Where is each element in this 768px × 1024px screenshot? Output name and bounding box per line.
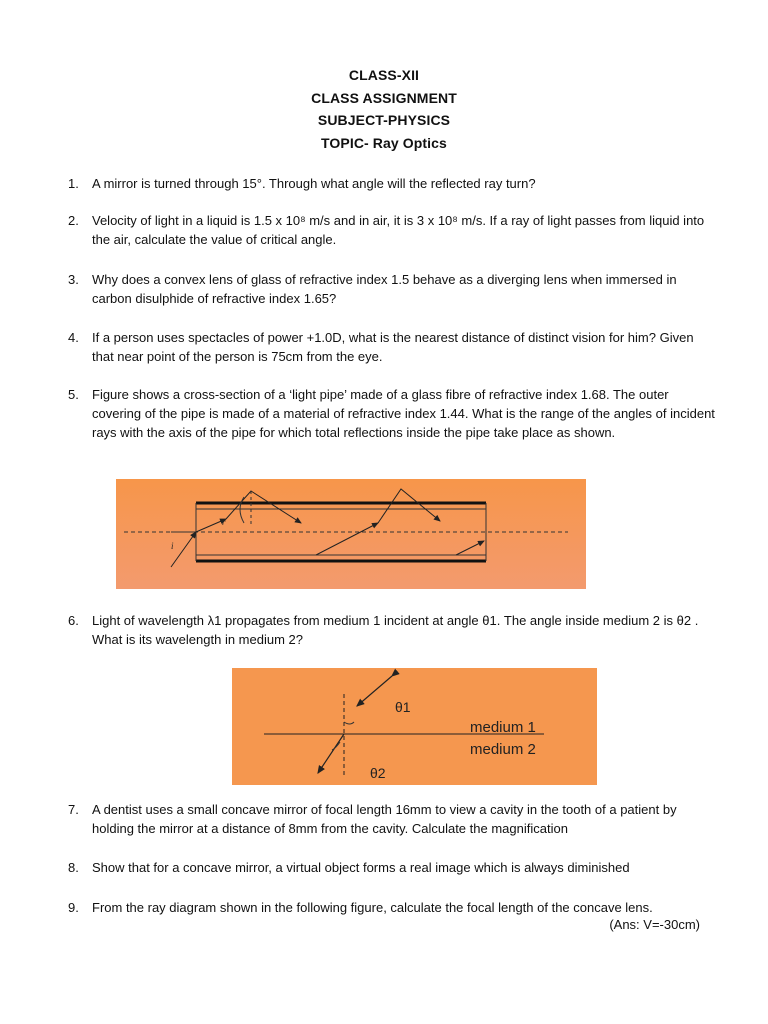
angle-r-label: r (222, 517, 226, 527)
refraction-figure (232, 668, 597, 785)
medium2-label: medium 2 (470, 741, 536, 758)
question-text: A dentist uses a small concave mirror of focal length 16mm to view a cavity in the tooth of a patient by holding the mirror at a distance of 8mm from the cavity. Calculate the magnification (92, 802, 677, 836)
question-number: 3. (68, 272, 79, 287)
assignment-header (0, 64, 768, 154)
question-text: Light of wavelength λ1 propagates from medium 1 incident at angle θ1. The angle inside medium 2 is θ2 . What is its wavelength in medium 2? (92, 613, 699, 647)
question-2 (68, 211, 716, 249)
light-pipe-figure (116, 479, 586, 589)
figure-background (232, 668, 597, 785)
question-text: Figure shows a cross-section of a ‘light pipe’ made of a glass fibre of refractive index 1.68. The outer covering of the pipe is made of a material of refractive index 1.44. What is the range of the angles of incident rays with the axis of the pipe for which total reflections inside the pipe take place as shown. (92, 387, 715, 440)
question-text: If a person uses spectacles of power +1.0D, what is the nearest distance of distinct vision for him? Given that near point of the person is 75cm from the eye. (92, 330, 694, 364)
question-text: A mirror is turned through 15°. Through what angle will the reflected ray turn? (92, 176, 536, 191)
class-title: CLASS-XII (348, 67, 420, 83)
theta1-label: θ1 (395, 699, 411, 715)
question-5 (68, 385, 716, 442)
question-number: 9. (68, 900, 79, 915)
figure-background (116, 479, 586, 589)
question-3 (68, 270, 716, 308)
question-9 (68, 898, 716, 917)
question-number: 2. (68, 213, 79, 228)
topic-title: TOPIC- Ray Optics (321, 134, 447, 151)
question-text: Velocity of light in a liquid is 1.5 x 10⁸ m/s and in air, it is 3 x 10⁸ m/s. If a ray of light passes from liquid into the air, calculate the value of critical angle. (92, 213, 705, 247)
question-1 (68, 174, 716, 193)
question-text: From the ray diagram shown in the following figure, calculate the focal length of the concave lens. (92, 900, 653, 915)
question-text: Show that for a concave mirror, a virtual object forms a real image which is always diminished (92, 860, 630, 875)
question-number: 4. (68, 330, 79, 345)
question-number: 5. (68, 387, 79, 402)
question-4 (68, 328, 716, 366)
question-number: 8. (68, 860, 79, 875)
question-7 (68, 800, 716, 838)
question-number: 7. (68, 802, 79, 817)
question-number: 1. (68, 176, 79, 191)
question-number: 6. (68, 613, 79, 628)
theta2-label: θ2 (370, 765, 386, 781)
question-6 (68, 611, 716, 649)
question-8 (68, 858, 716, 877)
subject-title: SUBJECT-PHYSICS (317, 112, 451, 128)
question-text: Why does a convex lens of glass of refractive index 1.5 behave as a diverging lens when immersed in carbon disulphide of refractive index 1.65? (92, 272, 677, 306)
medium1-label: medium 1 (470, 719, 536, 736)
assignment-title: CLASS ASSIGNMENT (311, 89, 457, 106)
angle-i-label: i (171, 541, 174, 551)
answer-note: (Ans: V=-30cm) (609, 917, 700, 932)
